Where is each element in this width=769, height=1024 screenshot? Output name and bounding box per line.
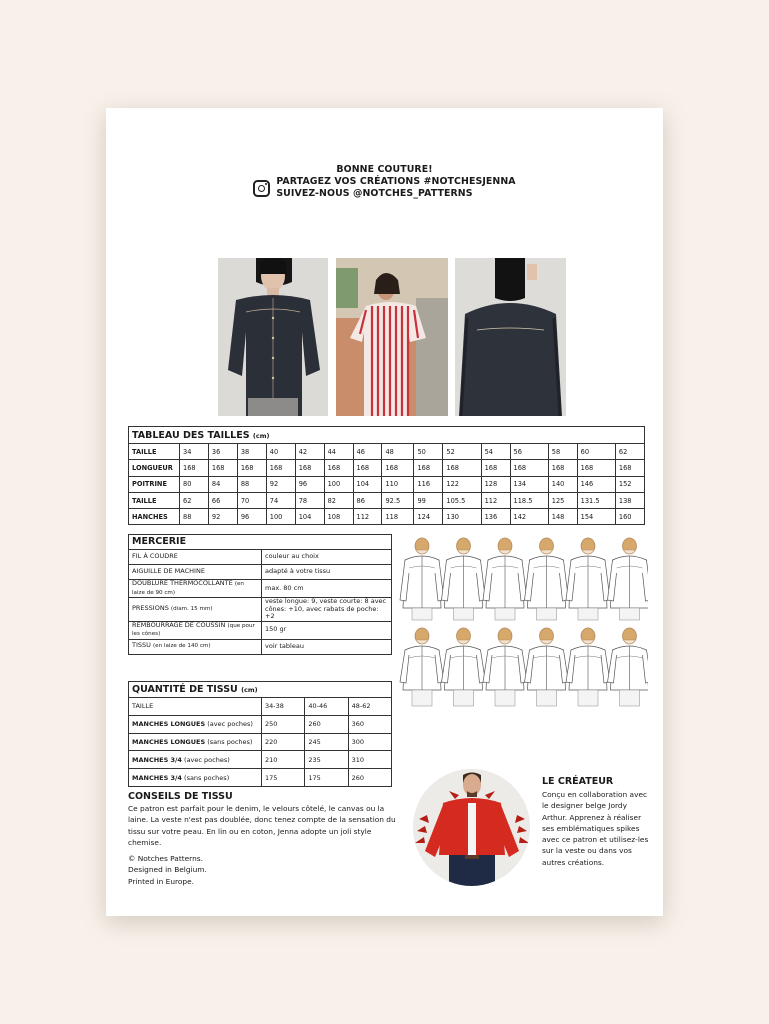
notions-item	[129, 550, 262, 565]
jacket-sketch	[525, 538, 569, 620]
jacket-sketch	[525, 628, 569, 706]
size-cell: 168	[481, 460, 510, 476]
size-cell: 48	[382, 444, 414, 460]
notions-row	[129, 639, 392, 654]
pocket-option: (avec poches)	[207, 720, 253, 729]
size-cell: 168	[353, 460, 382, 476]
pattern-back-page	[106, 108, 663, 916]
fabric-advice-text: Ce patron est parfait pour le denim, le velours côtelé, le canvas ou la laine. La veste n'est pas doublée, donc tenez compte de la sensation du tissu sur votre peau. En lin ou en coton, Jenna adopte un joli style chemise.	[128, 804, 396, 847]
size-cell: 124	[414, 509, 443, 525]
size-cell: 100	[266, 509, 295, 525]
credit-designed: Designed in Belgium.	[128, 865, 207, 875]
size-cell: 92	[266, 476, 295, 492]
size-cell: 60	[577, 444, 615, 460]
size-cell: 54	[481, 444, 510, 460]
technical-sketches	[396, 536, 648, 716]
size-row-label: LONGUEUR	[129, 460, 180, 476]
fabric-quantity-cell: 175	[262, 769, 305, 787]
pocket-option: (avec poches)	[184, 755, 230, 764]
size-cell: 82	[324, 492, 353, 508]
size-cell: 46	[353, 444, 382, 460]
sleeve-type: MANCHES LONGUES	[132, 720, 206, 729]
size-cell: 34	[180, 444, 209, 460]
jacket-sketch	[442, 628, 486, 706]
fabric-quantity-label	[129, 733, 262, 751]
fabric-quantity-label	[129, 769, 262, 787]
sleeve-type: MANCHES 3/4	[132, 755, 182, 764]
size-cell: 136	[481, 509, 510, 525]
fabric-quantity-cell: 260	[305, 715, 348, 733]
fabric-quantity-row	[129, 751, 392, 769]
notions-row	[129, 580, 392, 598]
notions-item	[129, 639, 262, 654]
size-cell: 88	[180, 509, 209, 525]
size-cell: 168	[615, 460, 644, 476]
fabric-quantity-header-cell: 34-38	[262, 698, 305, 716]
size-cell: 160	[615, 509, 644, 525]
sleeve-type: MANCHES 3/4	[132, 773, 182, 782]
fabric-quantity-cell: 175	[305, 769, 348, 787]
size-table-row	[129, 460, 645, 476]
fabric-quantity-label	[129, 715, 262, 733]
notions-item	[129, 621, 262, 639]
fabric-quantity-header-cell: 40-46	[305, 698, 348, 716]
size-cell: 52	[443, 444, 481, 460]
jacket-sketch	[566, 538, 610, 620]
notions-value: voir tableau	[262, 639, 392, 654]
size-cell: 125	[548, 492, 577, 508]
fabric-quantity-header	[129, 698, 392, 716]
size-cell: 80	[180, 476, 209, 492]
size-cell: 86	[353, 492, 382, 508]
header	[106, 164, 663, 200]
jacket-sketch	[608, 628, 649, 706]
notions-item-note: (en laize de 140 cm)	[152, 643, 211, 650]
hashtag-line: PARTAGEZ VOS CRÉATIONS #NOTCHESJENNA	[276, 176, 516, 187]
fabric-quantity-label	[129, 751, 262, 769]
fabric-advice-title: CONSEILS DE TISSU	[128, 791, 233, 802]
notions-value: couleur au choix	[262, 550, 392, 565]
jacket-sketch	[400, 538, 444, 620]
size-cell: 168	[180, 460, 209, 476]
size-cell: 168	[324, 460, 353, 476]
size-cell: 168	[414, 460, 443, 476]
size-cell: 142	[510, 509, 548, 525]
size-row-label: TAILLE	[129, 444, 180, 460]
size-cell: 118	[382, 509, 414, 525]
follow-line: SUIVEZ-NOUS @NOTCHES_PATTERNS	[276, 188, 473, 199]
size-table-row	[129, 509, 645, 525]
creator-photo	[413, 769, 530, 886]
size-cell: 116	[414, 476, 443, 492]
size-cell: 44	[324, 444, 353, 460]
notions-row	[129, 565, 392, 580]
fabric-quantity-cell: 310	[348, 751, 391, 769]
size-cell: 104	[295, 509, 324, 525]
notions-item-note: (diam. 15 mm)	[170, 606, 213, 612]
fabric-quantity-table	[128, 681, 392, 787]
size-cell: 96	[237, 509, 266, 525]
notions-item	[129, 565, 262, 580]
fabric-quantity-header-cell: TAILLE	[129, 698, 262, 716]
size-table-title: TABLEAU DES TAILLES (cm)	[129, 427, 645, 444]
size-cell: 122	[443, 476, 481, 492]
size-cell: 70	[237, 492, 266, 508]
photo-denim-front	[218, 258, 328, 416]
jacket-sketch	[442, 538, 486, 620]
sleeve-type: MANCHES LONGUES	[132, 737, 206, 746]
notions-title: MERCERIE	[129, 535, 392, 550]
size-table	[128, 426, 645, 525]
creator-text: Conçu en collaboration avec le designer belge Jordy Arthur. Apprenez à réaliser ses emblématiques spikes avec ce patron et utilisez-les sur la veste ou dans vos autres créations.	[542, 790, 649, 867]
size-cell: 168	[382, 460, 414, 476]
size-cell: 92	[208, 509, 237, 525]
creator-title: LE CRÉATEUR	[542, 776, 614, 787]
jacket-sketch	[566, 628, 610, 706]
instagram-icon	[253, 180, 270, 197]
size-table-row	[129, 492, 645, 508]
size-cell: 148	[548, 509, 577, 525]
size-cell: 128	[481, 476, 510, 492]
size-table-row	[129, 444, 645, 460]
notions-row	[129, 621, 392, 639]
size-cell: 138	[615, 492, 644, 508]
size-cell: 66	[208, 492, 237, 508]
jacket-sketch	[483, 628, 527, 706]
fabric-quantity-row	[129, 769, 392, 787]
size-cell: 96	[295, 476, 324, 492]
size-cell: 78	[295, 492, 324, 508]
size-cell: 108	[324, 509, 353, 525]
notions-item-note: (que pour les cônes)	[132, 622, 255, 637]
pocket-option: (sans poches)	[207, 737, 253, 746]
notions-item	[129, 598, 262, 622]
size-cell: 140	[548, 476, 577, 492]
size-cell: 74	[266, 492, 295, 508]
fabric-quantity-cell: 220	[262, 733, 305, 751]
fabric-quantity-header-cell: 48-62	[348, 698, 391, 716]
size-cell: 88	[237, 476, 266, 492]
size-cell: 152	[615, 476, 644, 492]
notions-value: veste longue: 9, veste courte: 8 avec cônes: +10, avec rabats de poche: +2	[262, 598, 392, 622]
notions-item-label: REMBOURRAGE DE COUSSIN	[132, 620, 226, 629]
size-cell: 58	[548, 444, 577, 460]
credit-printed: Printed in Europe.	[128, 876, 195, 886]
notions-table	[128, 534, 392, 655]
fabric-quantity-row	[129, 715, 392, 733]
fabric-quantity-title: QUANTITÉ DE TISSU (cm)	[129, 682, 392, 698]
creator-info	[542, 776, 652, 868]
size-cell: 168	[577, 460, 615, 476]
size-cell: 168	[443, 460, 481, 476]
size-cell: 56	[510, 444, 548, 460]
size-row-label: TAILLE	[129, 492, 180, 508]
size-cell: 134	[510, 476, 548, 492]
size-table-row	[129, 476, 645, 492]
size-cell: 92.5	[382, 492, 414, 508]
size-cell: 100	[324, 476, 353, 492]
notions-item-label: TISSU	[132, 641, 151, 650]
notions-item-note: (en laize de 90 cm)	[132, 581, 244, 596]
fabric-quantity-cell: 300	[348, 733, 391, 751]
jacket-sketch	[483, 538, 527, 620]
notions-item-label: PRESSIONS	[132, 604, 169, 612]
size-cell: 154	[577, 509, 615, 525]
size-cell: 36	[208, 444, 237, 460]
size-cell: 168	[237, 460, 266, 476]
size-cell: 112	[481, 492, 510, 508]
size-cell: 104	[353, 476, 382, 492]
size-cell: 118.5	[510, 492, 548, 508]
header-greeting: BONNE COUTURE!	[336, 164, 433, 175]
size-cell: 99	[414, 492, 443, 508]
fabric-quantity-cell: 360	[348, 715, 391, 733]
photo-striped-outfit	[336, 258, 448, 416]
fabric-quantity-cell: 260	[348, 769, 391, 787]
size-row-label: POITRINE	[129, 476, 180, 492]
size-cell: 40	[266, 444, 295, 460]
size-row-label: HANCHES	[129, 509, 180, 525]
size-cell: 42	[295, 444, 324, 460]
notions-item-label: FIL À COUDRE	[132, 552, 178, 561]
size-cell: 62	[180, 492, 209, 508]
social-block	[106, 176, 663, 200]
notions-item	[129, 580, 262, 598]
fabric-quantity-cell: 245	[305, 733, 348, 751]
fabric-quantity-row	[129, 733, 392, 751]
size-cell: 130	[443, 509, 481, 525]
size-cell: 112	[353, 509, 382, 525]
size-cell: 38	[237, 444, 266, 460]
fabric-advice	[128, 791, 398, 887]
size-cell: 84	[208, 476, 237, 492]
size-cell: 168	[548, 460, 577, 476]
notions-value: adapté à votre tissu	[262, 565, 392, 580]
notions-item-label: AIGUILLE DE MACHINE	[132, 567, 205, 576]
notions-value: 150 gr	[262, 621, 392, 639]
photo-denim-back	[455, 258, 566, 416]
fabric-quantity-cell: 250	[262, 715, 305, 733]
size-cell: 168	[266, 460, 295, 476]
size-cell: 110	[382, 476, 414, 492]
size-cell: 131.5	[577, 492, 615, 508]
notions-value: max. 80 cm	[262, 580, 392, 598]
size-cell: 105.5	[443, 492, 481, 508]
jacket-sketch	[400, 628, 444, 706]
notions-row	[129, 598, 392, 622]
credit-copyright: © Notches Patterns.	[128, 854, 203, 864]
size-cell: 168	[510, 460, 548, 476]
notions-item-label: DOUBLURE THERMOCOLLANTE	[132, 579, 233, 587]
jacket-sketch	[608, 538, 649, 620]
fabric-quantity-cell: 235	[305, 751, 348, 769]
size-cell: 168	[208, 460, 237, 476]
size-cell: 146	[577, 476, 615, 492]
size-cell: 50	[414, 444, 443, 460]
pocket-option: (sans poches)	[184, 773, 230, 782]
fabric-quantity-cell: 210	[262, 751, 305, 769]
size-cell: 168	[295, 460, 324, 476]
notions-row	[129, 550, 392, 565]
size-cell: 62	[615, 444, 644, 460]
